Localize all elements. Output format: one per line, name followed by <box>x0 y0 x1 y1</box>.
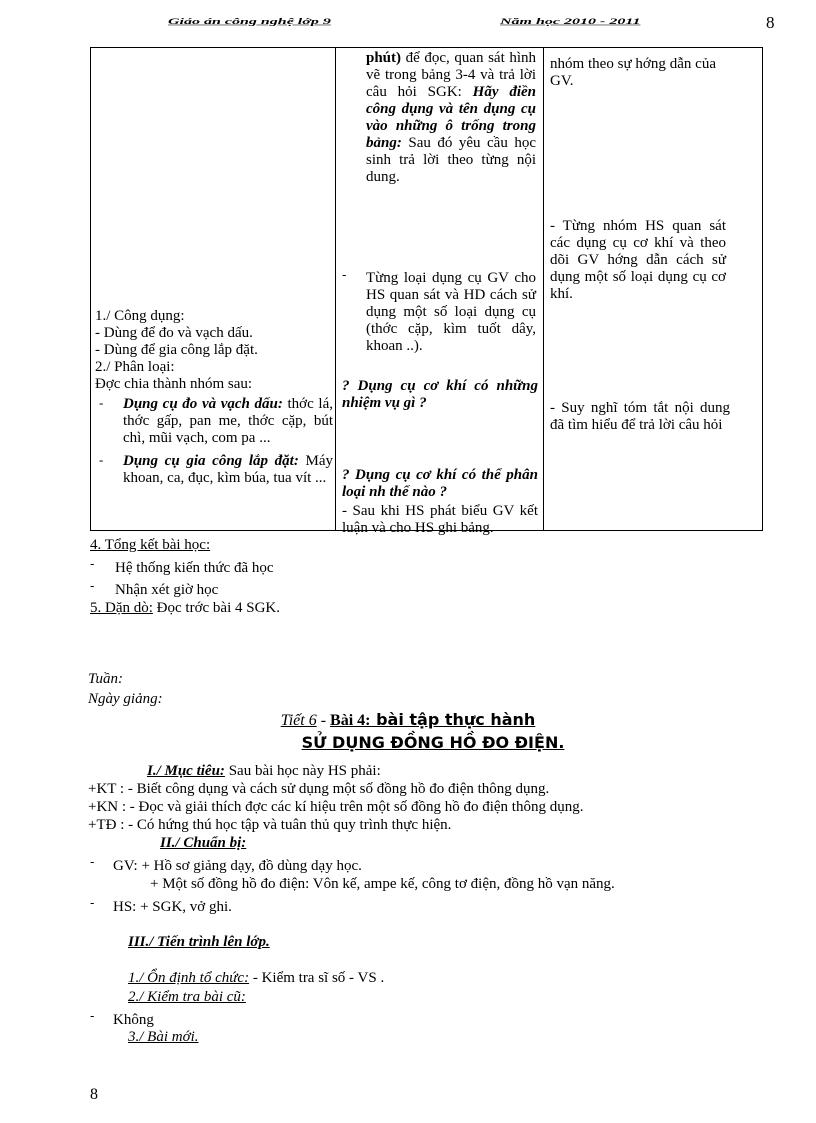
lesson-period: Tiết 6 <box>280 712 317 729</box>
homework-text: Đọc trớc bài 4 SGK. <box>152 600 280 616</box>
objectives-heading-label: I./ Mục tiêu: <box>147 763 225 779</box>
bullet-dash: - <box>342 268 347 283</box>
bullet-dash: - <box>99 452 104 467</box>
prep-gv-2: + Một số đồng hồ đo điện: Vôn kế, ampe kế, công tơ điện, đồng hồ vạn năng. <box>150 876 615 892</box>
col2-para-2: Từng loại dụng cụ GV cho HS quan sát và HD cách sử dụng một số loại dụng cụ (thớc cặp, kìm tuốt dây, khoan ..). <box>366 270 536 354</box>
table-cell-student <box>544 48 763 531</box>
header-right-title: Năm học 2010 - 2011 <box>500 17 641 27</box>
col2-para-3: - Sau khi HS phát biểu GV kết luận và cho HS ghi bảng. <box>342 503 538 536</box>
col3-para-3: - Suy nghĩ tóm tắt nội dung đã tìm hiểu để trả lời câu hỏi <box>550 400 730 433</box>
bullet-dash: - <box>90 855 95 870</box>
col1-bullet-measure-title: Dụng cụ đo và vạch dấu: <box>123 396 283 412</box>
col2-p1-italic: Hãy điền công dụng và tên dụng cụ vào những ô trống trong bảng: <box>366 84 536 151</box>
col3-para-2: - Từng nhóm HS quan sát các dụng cụ cơ khí và theo dõi GV hớng dẫn cách sử dụng một số loại dụng cụ cơ khí. <box>550 218 726 302</box>
col1-line-class-intro: Đợc chia thành nhóm sau: <box>95 376 253 392</box>
summary-heading: 4. Tổng kết bài học: <box>90 537 211 553</box>
process-step-1-label: 1./ Ổn định tổ chức: <box>128 970 250 986</box>
table-cell-content <box>91 48 336 531</box>
objectives-heading <box>147 763 381 780</box>
col2-p1-a: để đọc, quan sát hình vẽ trong bảng 3-4 và trả lời câu hỏi SGK: <box>366 50 536 100</box>
header-left-title: Giáo án công nghệ lớp 9 <box>168 17 331 27</box>
process-step-3: 3./ Bài mới. <box>128 1029 199 1045</box>
objectives-intro: Sau bài học này HS phải: <box>224 763 381 779</box>
col2-p1-b: Sau đó yêu cầu học sinh trả lời theo từng nội dung. <box>366 135 536 185</box>
col2-question-2: ? Dụng cụ cơ khí có thể phân loại nh thế nào ? <box>342 467 538 500</box>
objective-kn: +KN : - Đọc và giải thích đợc các kí hiệu trên một số đồng hồ đo điện thông dụng. <box>88 799 584 815</box>
col1-bullet-measure-body: thớc lá, thớc gấp, pan me, thớc cặp, bút chì, mũi vạch, com pa ... <box>123 396 333 446</box>
col1-line-class-heading: 2./ Phân loại: <box>95 359 175 375</box>
lesson-table <box>90 47 763 536</box>
lesson-title-line-1 <box>0 710 816 730</box>
bullet-dash: - <box>90 579 95 594</box>
prep-hs: HS: + SGK, vở ghi. <box>113 899 232 915</box>
objective-kt: +KT : - Biết công dụng và cách sử dụng một số đồng hồ đo điện thông dụng. <box>88 781 550 797</box>
col1-bullet-measure <box>95 396 333 447</box>
prep-gv-1: GV: + Hồ sơ giảng dạy, đồ dùng dạy học. <box>113 858 362 874</box>
col1-bullet-assembly-title: Dụng cụ gia công lắp đặt: <box>123 453 299 469</box>
header-page-number: 8 <box>766 13 775 32</box>
process-step-1 <box>128 970 384 987</box>
process-heading: III./ Tiến trình lên lớp. <box>128 934 270 950</box>
col1-bullet-assembly-body: Máy khoan, ca, đục, kìm búa, tua vít ... <box>123 453 334 486</box>
col3-para-1: nhóm theo sự hớng dẫn của GV. <box>550 56 716 89</box>
footer-page-number: 8 <box>90 1086 98 1103</box>
homework <box>90 600 280 617</box>
lesson-number: Bài 4: <box>330 712 371 729</box>
col1-bullet-assembly <box>95 453 333 487</box>
col1-line-usage-1: - Dùng để đo và vạch dấu. <box>95 325 253 341</box>
process-step-1-text: - Kiểm tra sĩ số - VS . <box>249 970 385 986</box>
date-label: Ngày giảng: <box>88 691 163 707</box>
homework-label: 5. Dặn dò: <box>90 600 153 616</box>
bullet-dash: - <box>90 896 95 911</box>
lesson-title-line-2: SỬ DỤNG ĐỒNG HỒ ĐO ĐIỆN. <box>301 733 565 752</box>
col2-question-1: ? Dụng cụ cơ khí có những nhiệm vụ gì ? <box>342 378 538 411</box>
col1-content <box>95 308 333 487</box>
bullet-dash: - <box>90 1009 95 1024</box>
col1-line-usage-heading: 1./ Công dụng: <box>95 308 185 324</box>
col2-p1-bold: phút) <box>366 50 402 66</box>
lesson-dash: - <box>316 712 331 729</box>
objective-td: +TĐ : - Có hứng thú học tập và tuân thủ quy trình thực hiện. <box>88 817 452 833</box>
process-step-2-item: Không <box>113 1012 154 1028</box>
prep-heading: II./ Chuẩn bị: <box>160 835 247 851</box>
summary-item-2: Nhận xét giờ học <box>115 582 219 598</box>
bullet-dash: - <box>99 395 104 410</box>
process-step-2: 2./ Kiểm tra bài cũ: <box>128 989 246 1005</box>
table-cell-teacher <box>336 48 544 536</box>
week-label: Tuần: <box>88 671 124 687</box>
bullet-dash: - <box>90 557 95 572</box>
col2-para-1 <box>366 50 536 186</box>
col1-line-usage-2: - Dùng để gia công lắp đặt. <box>95 342 258 358</box>
lesson-title-1: bài tập thực hành <box>370 710 536 729</box>
summary-item-1: Hệ thống kiến thức đã học <box>115 560 274 576</box>
